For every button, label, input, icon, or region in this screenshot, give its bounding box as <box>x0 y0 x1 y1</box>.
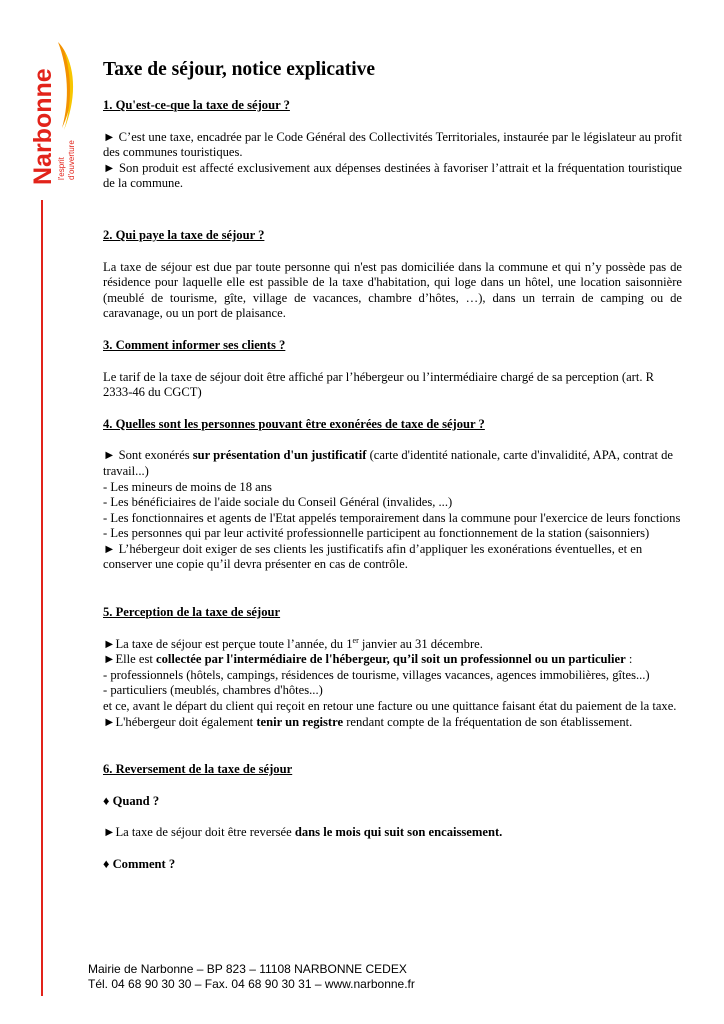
section-5-para-2-b: collectée par l'intermédiaire de l'hébergeur, qu’il soit un professionnel ou un particulier <box>156 652 626 667</box>
section-4-list-1: - Les mineurs de moins de 18 ans <box>103 479 272 494</box>
section-6-para-1-a: ►La taxe de séjour doit être reversée <box>103 825 295 840</box>
section-5-list-2: - particuliers (meublés, chambres d'hôtes...) <box>103 683 323 698</box>
page-title: Taxe de séjour, notice explicative <box>103 59 376 80</box>
section-4-list-3: - Les fonctionnaires et agents de l'Etat appelés temporairement dans la commune pour l'exercice de leurs fonctions <box>103 510 681 525</box>
section-4-heading: 4. Quelles sont les personnes pouvant être exonérées de taxe de séjour ? <box>103 416 485 431</box>
section-5-para-4 <box>103 715 682 731</box>
section-2-para-1: La taxe de séjour est due par toute personne qui n'est pas domiciliée dans la commune et qui n’y possède pas de résidence pour laquelle elle est passible de la taxe d'habitation, qui loge dans un hôtel, une location saisonnière (meublé de tourisme, gîte, village de vacances, chambre d’hôtes, …), dans un terrain de camping ou de caravanage, ou un port de plaisance. <box>103 259 682 321</box>
section-6-para-1-b: dans le mois qui suit son encaissement. <box>294 825 503 840</box>
section-4-intro <box>103 448 682 479</box>
section-6-question-how: ♦ Comment ? <box>103 857 176 871</box>
section-5-para-4-c: rendant compte de la fréquentation de son établissement. <box>343 714 633 729</box>
section-5-para-1 <box>103 637 682 653</box>
section-5-para-4-a: ►L'hébergeur doit également <box>103 714 257 729</box>
section-1-heading: 1. Qu'est-ce-que la taxe de séjour ? <box>103 98 290 112</box>
section-5-para-2 <box>103 652 682 668</box>
document-body <box>103 58 682 873</box>
section-2-heading: 2. Qui paye la taxe de séjour ? <box>103 227 265 242</box>
section-6-question-when: ♦ Quand ? <box>103 793 160 808</box>
logo-flame-icon <box>18 40 80 200</box>
section-5-para-3: et ce, avant le départ du client qui reçoit en retour une facture ou une quittance faisant état du paiement de la taxe. <box>103 699 677 714</box>
logo-tagline-1: l'esprit <box>57 157 66 180</box>
section-5-list-1: - professionnels (hôtels, campings, résidences de tourisme, villages vacances, agences immobilières, gîtes...) <box>103 667 650 682</box>
section-5-heading: 5. Perception de la taxe de séjour <box>103 605 281 620</box>
footer-address: Mairie de Narbonne – BP 823 – 11108 NARBONNE CEDEX <box>88 962 407 976</box>
section-5-para-1-b: janvier au 31 décembre. <box>358 636 483 651</box>
section-4-para-2: ► L’hébergeur doit exiger de ses clients les justificatifs afin d’appliquer les exonérations éventuelles, et en conserver une copie qu’il devra présenter en cas de contrôle. <box>103 541 643 572</box>
section-6-heading: 6. Reversement de la taxe de séjour <box>103 762 293 777</box>
section-4-intro-a: ► Sont exonérés <box>103 448 193 463</box>
footer-contact: Tél. 04 68 90 30 30 – Fax. 04 68 90 30 31 – www.narbonne.fr <box>88 977 415 991</box>
section-5-para-2-c: : <box>625 652 633 667</box>
section-4-intro-b: sur présentation d'un justificatif <box>192 448 367 463</box>
section-1-para-2: ► Son produit est affecté exclusivement aux dépenses destinées à favoriser l’attrait et la fréquentation touristique de la commune. <box>103 160 682 191</box>
brand-vertical-rule <box>41 200 43 996</box>
narbonne-logo <box>18 40 80 200</box>
section-5-para-4-b: tenir un registre <box>256 714 344 729</box>
section-5-para-1-a: ►La taxe de séjour est perçue toute l’année, du 1 <box>103 636 353 651</box>
section-1-para-1: ► C’est une taxe, encadrée par le Code Général des Collectivités Territoriales, instaurée par le législateur au profit des communes touristiques. <box>103 129 682 160</box>
section-4-list-4: - Les personnes qui par leur activité professionnelle participent au fonctionnement de la station (saisonniers) <box>103 526 650 541</box>
section-5-para-1-sup: er <box>352 635 359 645</box>
section-3-heading: 3. Comment informer ses clients ? <box>103 337 286 352</box>
logo-wordmark: Narbonne <box>29 68 57 185</box>
section-6-para-1 <box>103 825 682 841</box>
page-footer <box>88 962 415 992</box>
section-4-intro-c: (carte d'identité nationale, carte d'invalidité, APA, contrat de travail...) <box>103 448 673 478</box>
logo-tagline-2: d'ouverture <box>67 140 76 180</box>
section-4-list-2: - Les bénéficiaires de l'aide sociale du Conseil Général (invalides, ...) <box>103 495 453 510</box>
section-5-para-2-a: ►Elle est <box>103 652 157 667</box>
section-3-para-1: Le tarif de la taxe de séjour doit être affiché par l’hébergeur ou l’intermédiaire chargé de sa perception (art. R 2333-46 du CGCT) <box>103 369 655 400</box>
